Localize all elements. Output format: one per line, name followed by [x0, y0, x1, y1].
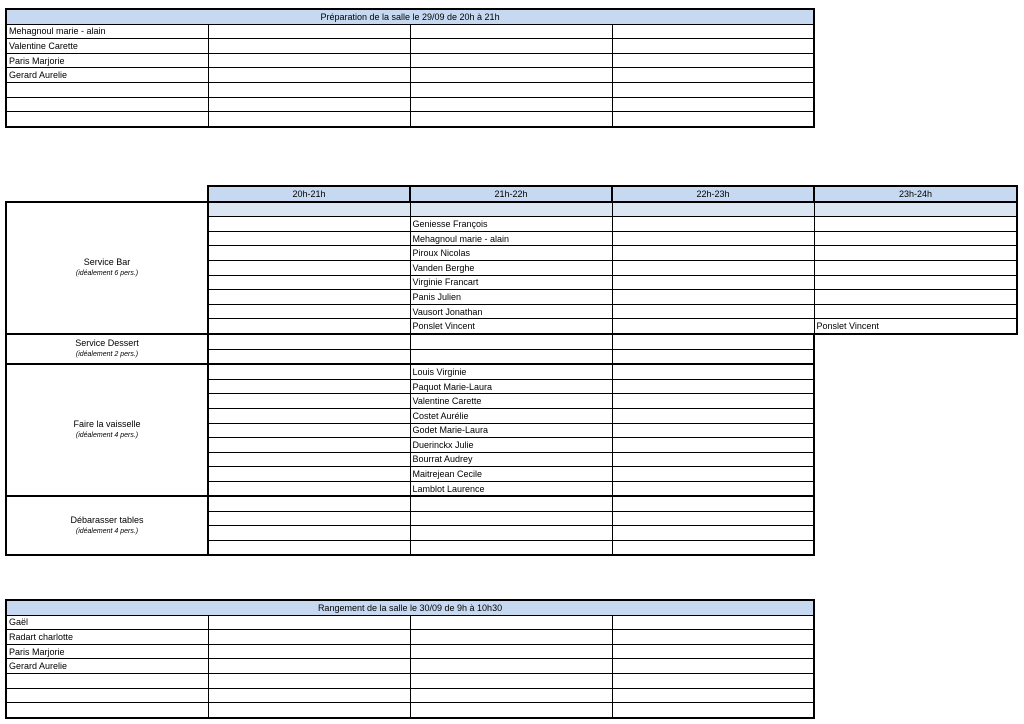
empty-cell: [208, 334, 410, 349]
empty-cell: [208, 97, 410, 112]
name-cell: [6, 673, 208, 688]
empty-cell: [612, 364, 814, 379]
empty-cell: [612, 526, 814, 541]
empty-cell: [612, 334, 814, 349]
empty-cell: [208, 231, 410, 246]
empty-cell: [612, 24, 814, 39]
empty-cell: [612, 260, 814, 275]
empty-cell: [612, 202, 814, 217]
time-header-row: [6, 186, 1017, 202]
category-cell: [6, 334, 208, 364]
empty-cell: [612, 659, 814, 674]
empty-cell: [612, 290, 814, 305]
empty-cell: [208, 39, 410, 54]
empty-cell: [612, 452, 814, 467]
empty-cell: [612, 630, 814, 645]
empty-cell: [208, 304, 410, 319]
blank-area: [814, 394, 1017, 409]
empty-cell: [410, 615, 612, 630]
empty-cell: [410, 97, 612, 112]
category-cell: [6, 202, 208, 334]
name-cell: [6, 97, 208, 112]
empty-cell: [410, 24, 612, 39]
empty-cell: [208, 540, 410, 555]
empty-cell: [814, 260, 1017, 275]
empty-cell: [612, 688, 814, 703]
name-cell: Mehagnoul marie - alain: [6, 24, 208, 39]
empty-cell: [208, 246, 410, 261]
blank-area: [814, 364, 1017, 379]
empty-cell: [814, 290, 1017, 305]
empty-cell: [612, 467, 814, 482]
empty-cell: [410, 630, 612, 645]
category-subtitle: (idéalement 4 pers.): [75, 527, 139, 535]
schedule-table: [5, 185, 1018, 556]
empty-cell: [208, 319, 410, 334]
empty-cell: [612, 97, 814, 112]
rangement-row: [6, 630, 814, 645]
empty-cell: [814, 202, 1017, 217]
time-header: 22h-23h: [612, 186, 814, 202]
empty-cell: [410, 688, 612, 703]
empty-cell: [208, 408, 410, 423]
rangement-row: [6, 644, 814, 659]
name-cell: Ponslet Vincent: [814, 319, 1017, 334]
empty-cell: [208, 511, 410, 526]
rangement-table: [5, 599, 815, 719]
empty-cell: [612, 703, 814, 718]
category-label: Service Dessert: [75, 338, 139, 349]
empty-cell: [612, 511, 814, 526]
empty-cell: [612, 231, 814, 246]
name-cell: [410, 202, 612, 217]
empty-cell: [208, 452, 410, 467]
empty-cell: [612, 304, 814, 319]
name-cell: Radart charlotte: [6, 630, 208, 645]
empty-cell: [410, 82, 612, 97]
tables-row: [6, 496, 1017, 511]
empty-cell: [208, 673, 410, 688]
empty-cell: [612, 394, 814, 409]
name-cell: [6, 688, 208, 703]
time-header: 23h-24h: [814, 186, 1017, 202]
preparation-table: [5, 8, 815, 128]
empty-cell: [814, 246, 1017, 261]
name-cell: Valentine Carette: [410, 394, 612, 409]
name-cell: Louis Virginie: [410, 364, 612, 379]
empty-cell: [208, 349, 410, 364]
name-cell: Paquot Marie-Laura: [410, 379, 612, 394]
name-cell: Virginie Francart: [410, 275, 612, 290]
bar-row: [6, 202, 1017, 217]
empty-cell: [612, 246, 814, 261]
name-cell: [6, 82, 208, 97]
empty-cell: [410, 526, 612, 541]
empty-cell: [208, 703, 410, 718]
empty-cell: [208, 379, 410, 394]
empty-cell: [410, 659, 612, 674]
empty-cell: [612, 615, 814, 630]
empty-cell: [208, 467, 410, 482]
empty-cell: [208, 423, 410, 438]
empty-cell: [208, 217, 410, 232]
empty-cell: [208, 615, 410, 630]
empty-cell: [410, 349, 612, 364]
empty-cell: [208, 438, 410, 453]
empty-cell: [410, 112, 612, 127]
rangement-row: [6, 659, 814, 674]
empty-cell: [612, 275, 814, 290]
empty-cell: [612, 319, 814, 334]
preparation-row: [6, 68, 814, 83]
empty-cell: [612, 379, 814, 394]
name-cell: Piroux Nicolas: [410, 246, 612, 261]
empty-cell: [208, 24, 410, 39]
name-cell: Ponslet Vincent: [410, 319, 612, 334]
blank-area: [814, 438, 1017, 453]
empty-cell: [410, 496, 612, 511]
empty-cell: [814, 217, 1017, 232]
empty-cell: [612, 68, 814, 83]
category-cell: [6, 496, 208, 555]
empty-cell: [208, 53, 410, 68]
empty-cell: [612, 673, 814, 688]
empty-cell: [612, 423, 814, 438]
empty-cell: [410, 334, 612, 349]
empty-cell: [410, 644, 612, 659]
empty-cell: [410, 511, 612, 526]
empty-cell: [208, 481, 410, 496]
empty-cell: [208, 688, 410, 703]
blank-area: [814, 452, 1017, 467]
dessert-row: [6, 334, 1017, 349]
empty-cell: [208, 394, 410, 409]
empty-cell: [612, 53, 814, 68]
empty-cell: [208, 644, 410, 659]
header-spacer: [6, 186, 208, 202]
category-cell: [6, 364, 208, 496]
name-cell: Maitrejean Cecile: [410, 467, 612, 482]
name-cell: Gaël: [6, 615, 208, 630]
empty-cell: [612, 438, 814, 453]
empty-cell: [814, 231, 1017, 246]
blank-area: [814, 408, 1017, 423]
preparation-title: Préparation de la salle le 29/09 de 20h à 21h: [6, 9, 814, 24]
blank-area: [814, 540, 1017, 555]
empty-cell: [410, 540, 612, 555]
empty-cell: [612, 408, 814, 423]
empty-cell: [208, 364, 410, 379]
empty-cell: [208, 202, 410, 217]
blank-area: [814, 349, 1017, 364]
blank-area: [814, 379, 1017, 394]
empty-cell: [208, 496, 410, 511]
empty-cell: [208, 260, 410, 275]
empty-cell: [208, 630, 410, 645]
empty-cell: [208, 290, 410, 305]
empty-cell: [612, 540, 814, 555]
empty-cell: [612, 82, 814, 97]
empty-cell: [410, 39, 612, 54]
category-subtitle: (idéalement 6 pers.): [75, 269, 139, 277]
rangement-row: [6, 615, 814, 630]
empty-cell: [410, 673, 612, 688]
category-subtitle: (idéalement 4 pers.): [75, 432, 139, 440]
empty-cell: [612, 496, 814, 511]
name-cell: Paris Marjorie: [6, 644, 208, 659]
name-cell: Mehagnoul marie - alain: [410, 231, 612, 246]
blank-area: [814, 481, 1017, 496]
empty-cell: [612, 349, 814, 364]
vaisselle-row: [6, 364, 1017, 379]
name-cell: Panis Julien: [410, 290, 612, 305]
blank-area: [814, 334, 1017, 349]
name-cell: Lamblot Laurence: [410, 481, 612, 496]
name-cell: Godet Marie-Laura: [410, 423, 612, 438]
preparation-row: [6, 24, 814, 39]
category-label: Débarasser tables: [70, 514, 144, 525]
empty-cell: [410, 703, 612, 718]
name-cell: Bourrat Audrey: [410, 452, 612, 467]
preparation-row: [6, 39, 814, 54]
name-cell: Paris Marjorie: [6, 53, 208, 68]
rangement-row: [6, 703, 814, 718]
empty-cell: [612, 481, 814, 496]
empty-cell: [814, 304, 1017, 319]
empty-cell: [814, 275, 1017, 290]
empty-cell: [208, 112, 410, 127]
empty-cell: [208, 275, 410, 290]
rangement-row: [6, 688, 814, 703]
time-header: 21h-22h: [410, 186, 612, 202]
empty-cell: [208, 659, 410, 674]
blank-area: [814, 526, 1017, 541]
name-cell: Valentine Carette: [6, 39, 208, 54]
name-cell: Vanden Berghe: [410, 260, 612, 275]
blank-area: [814, 496, 1017, 511]
name-cell: Vausort Jonathan: [410, 304, 612, 319]
empty-cell: [410, 53, 612, 68]
empty-cell: [410, 68, 612, 83]
name-cell: [6, 112, 208, 127]
rangement-title: Rangement de la salle le 30/09 de 9h à 10h30: [6, 600, 814, 615]
empty-cell: [208, 82, 410, 97]
empty-cell: [612, 644, 814, 659]
name-cell: Duerinckx Julie: [410, 438, 612, 453]
preparation-row: [6, 82, 814, 97]
category-label: Service Bar: [83, 256, 131, 267]
preparation-row: [6, 112, 814, 127]
name-cell: Gerard Aurelie: [6, 68, 208, 83]
rangement-row: [6, 673, 814, 688]
empty-cell: [612, 112, 814, 127]
blank-area: [814, 511, 1017, 526]
empty-cell: [612, 39, 814, 54]
empty-cell: [208, 68, 410, 83]
empty-cell: [208, 526, 410, 541]
time-header: 20h-21h: [208, 186, 410, 202]
category-subtitle: (idéalement 2 pers.): [75, 351, 139, 359]
blank-area: [814, 467, 1017, 482]
preparation-row: [6, 53, 814, 68]
name-cell: Costet Aurélie: [410, 408, 612, 423]
category-label: Faire la vaisselle: [73, 419, 141, 430]
empty-cell: [612, 217, 814, 232]
name-cell: [6, 703, 208, 718]
name-cell: Gerard Aurelie: [6, 659, 208, 674]
name-cell: Geniesse François: [410, 217, 612, 232]
blank-area: [814, 423, 1017, 438]
preparation-row: [6, 97, 814, 112]
